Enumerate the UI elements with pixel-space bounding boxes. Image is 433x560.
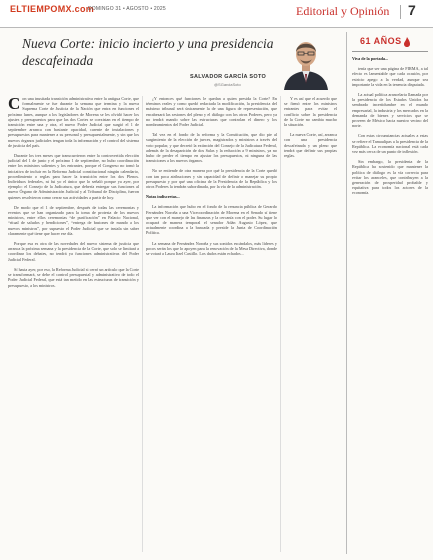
dateline: DOMINGO 31 • AGOSTO • 2025: [88, 6, 166, 12]
badge-underline: [352, 51, 428, 52]
sidebar-heading: Viva de la portada...: [352, 56, 389, 61]
paragraph: Sin embargo, la presidenta de la República ha sostenido que mantener la política de diálogo es la vía correcta para evitar los aranceles, que contribuyen a la generación de prosperidad probable y equitativa para todos los actores de la economía.: [352, 159, 428, 196]
paragraph: Durante los tres meses que transcurrieron entre la controvertida elección judicial del 1 de junio y el próximo 1 de septiembre, no hubo coordinación entre los ministros salientes y los entrantes, porque el Congreso no tomó la iniciativa de incluir en la Reforma Judicial constitucional ningún calendario, procedimiento o reglas para hacer la transición entre los dos Plenos. Individuos federales, ni fui yo el único que lo señaló porque ya ayer, por ejemplo: el Consejo de la Judicatura, que debería entregar sus funciones al nuevo Órgano de Administración Judicial y al Tribunal de Disciplina, fueron quienes resolvieron como cerrar sus actividades a partir de hoy.: [8, 153, 139, 200]
paragraph: La actual política arancelaria llamada por la presidencia de los Estados Unidos ha sembrado incertidumbre en el mundo empresarial, la industria y los mercados en la demanda de bienes y servicios que se proveen de México hacia nuestro vecino del norte.: [352, 92, 428, 129]
paragraph: tenía que ser una página de FIRMA, a tal efecto es lamentable que cada ocasión, por estricto apego a la verdad, aunque sea importante la vida en la tenencia disputada.: [352, 66, 428, 87]
article-column-1: [8, 96, 139, 552]
author-name: SALVADOR GARCÍA SOTO: [190, 74, 267, 80]
header-divider: [400, 5, 401, 19]
paragraph: Y es así que el acuerdo que se firmó entre los ministros entrantes para evitar el conflicto sobre la presidencia de la Corte no cambia mucho la situación.: [284, 96, 337, 128]
page-header: [0, 0, 433, 28]
newspaper-logo[interactable]: ELTIEMPOMX.com: [10, 4, 95, 14]
paragraph: Con una inusitada transición administrativa entre la antigua Corte, que formalmente se fue durante la semana que termina y la nueva Suprema Corte de Justicia de la Nación que entra en funciones el próximo lunes, aunque a los legisladores de Morena se les olvidó hacer los ajustes y presupuestos para que las dos Cortes se coexistan en el tiempo de transición entre una y otra, el nuevo Poder Judicial que surgió el 1 de septiembre arranca con bastante opacidad, carente de instalaciones y presupuestos para mantener a su personal y presupuestalmente, y sin que los nuevos órganos judiciales tengan toda la información y el control del sistema de justicia del país.: [8, 96, 139, 148]
column-divider: [142, 96, 143, 552]
article-title: Nueva Corte: inicio incierto y una presidencia descafeinada: [22, 36, 274, 68]
paragraph: La nueva Corte, así, arranca con una presidencia descafeinada y un pleno que tendrá que definir sus propias reglas.: [284, 132, 337, 159]
paragraph: Con estas circunstancias actuales a estas se refiere el Tamaulipas a la presidencia de la República. La economía nacional está cada vez más cerca de un punto de inflexión.: [352, 133, 428, 155]
author-photo: [278, 32, 334, 90]
paragraph: Porque esa es otra de las novedades del nuevo sistema de justicia que arranca la próxima semana y la presidencia de la Corte, que solo se limitará a coordinar los debates, no tendrá ya funciones administrativas del Poder Judicial Federal.: [8, 241, 139, 262]
paragraph: La información que hubo en el fondo de la renuncia pública de Gerardo Fernández Noroña a una Vicecoordinación de Morena en el Senado sí tiene que ver con el manejo de las finanzas y la cercanía con el poder. Su lugar lo ocupará de manera temporal el senador Adán Augusto López, que actualmente coordina a la bancada y preside la Junta de Coordinación Política.: [146, 204, 277, 236]
sidebar-text: [352, 56, 428, 554]
subheading: Notas indiscretas...: [146, 194, 180, 200]
paragraph: ¿Y entonces qué funciones le quedan a quien presida la Corte? En términos reales y como quedó redactada la modificación, la presidencia del máximo tribunal será únicamente la de una figura de representación, que encabezará las sesiones del pleno y el diálogo con los otros Poderes, pero ya no tendrá mando sobre las estructuras que controlan el dinero y los nombramientos del Poder Judicial.: [146, 96, 277, 128]
paragraph: Sí hasta ayer, por eso, la Reforma Judicial si cerró un artículo que la Corte se transformará, se debe el control presupuestal y administrativo de todo el Poder Judicial Federal, que está tan metido en las estructuras de transición y presupuesto, a los ministros.: [8, 266, 139, 288]
drop-cap: C: [8, 96, 21, 113]
page-number: 7: [408, 2, 416, 18]
paragraph: No se entiende de otra manera por qué la presidencia de la Corte quedó con tan poca atribuciones y sin capacidad de definir o manejar su propio presupuesto y por qué una oficina de la Presidencia de la República y los otros Poderes la tendrán subordinada, por la vía de la administración.: [146, 168, 277, 190]
paragraph: De modo que el 1 de septiembre, después de todas las ceremonias y eventos que se han organizado para la toma de protesta de los nuevos ministros, entre ellos ceremonias “de purificación” en Palacio Nacional, “ritual de saludos y bendiciones”, “entrega de bastones de mando a los nuevos ministros”, por supuesto el Poder Judicial que se instala sin saber claramente qué tiene que hacer ese día.: [8, 204, 139, 236]
article-column-3: [284, 96, 337, 552]
column-divider: [280, 96, 281, 552]
section-title: Editorial y Opinión: [296, 4, 390, 18]
article-column-2: [146, 96, 277, 552]
flame-icon: [403, 37, 411, 47]
author-handle: @SGarciaSoto: [214, 82, 241, 87]
paragraph: Tal vez en el fondo de la reforma y la Constitución, que dio pie al surgimiento de la elección de jueces, magistrados y ministros a través del voto popular, y que decretó la extinción del Consejo de la Judicatura Federal, además de la desaparición de dos Salas y la reducción a 9 ministros, ya no hubo de perder el tiempo en ajustar los presupuestos, ni ninguna de las transiciones a los nuevos órganos.: [146, 132, 277, 164]
paragraph: La semana de Fernández Noroña y sus sonidos escándalos, más líderes y pocos serán los que lo apoyen para la renovación de la Mesa Directiva, donde se votará a Laura Itzel Castillo. Los dados están echados...: [146, 240, 277, 257]
anniversary-badge: 61 AÑOS: [360, 36, 402, 46]
